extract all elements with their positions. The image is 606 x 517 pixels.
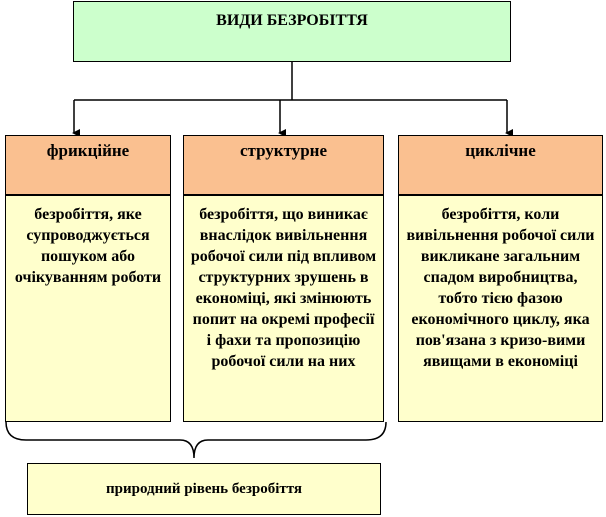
- type-description-cyclical-text: безробіття, коли вивільнення робочої сили викликане загальним спадом виробництва, тобто тією фазою економічного циклу, яка пов'язана з кризо-вими явищами в економіці: [406, 206, 595, 370]
- type-description-structural: [183, 195, 384, 422]
- type-name-cyclical: циклічне: [465, 141, 536, 160]
- type-header-frictional: [5, 135, 171, 195]
- diagram-title: [73, 1, 511, 62]
- type-description-frictional: [5, 195, 171, 422]
- type-name-structural: структурне: [239, 141, 328, 160]
- grouping-brace: [6, 422, 386, 458]
- diagram-title-text: ВИДИ БЕЗРОБІТТЯ: [216, 12, 368, 29]
- type-description-cyclical: [398, 195, 603, 422]
- natural-unemployment-box: [27, 463, 381, 515]
- type-name-frictional: фрикційне: [46, 141, 130, 160]
- type-header-cyclical: [398, 135, 603, 195]
- natural-unemployment-text: природний рівень безробіття: [105, 480, 303, 497]
- type-header-structural: [183, 135, 384, 195]
- type-description-structural-text: безробіття, що виникає внаслідок вивільнення робочої сили під впливом структурних зрушень в економіці, які змінюють попит на окремі професії і фахи та пропозицію робочої сили на них: [190, 206, 377, 370]
- type-description-frictional-text: безробіття, яке супроводжується пошуком або очікуванням роботи: [14, 206, 162, 286]
